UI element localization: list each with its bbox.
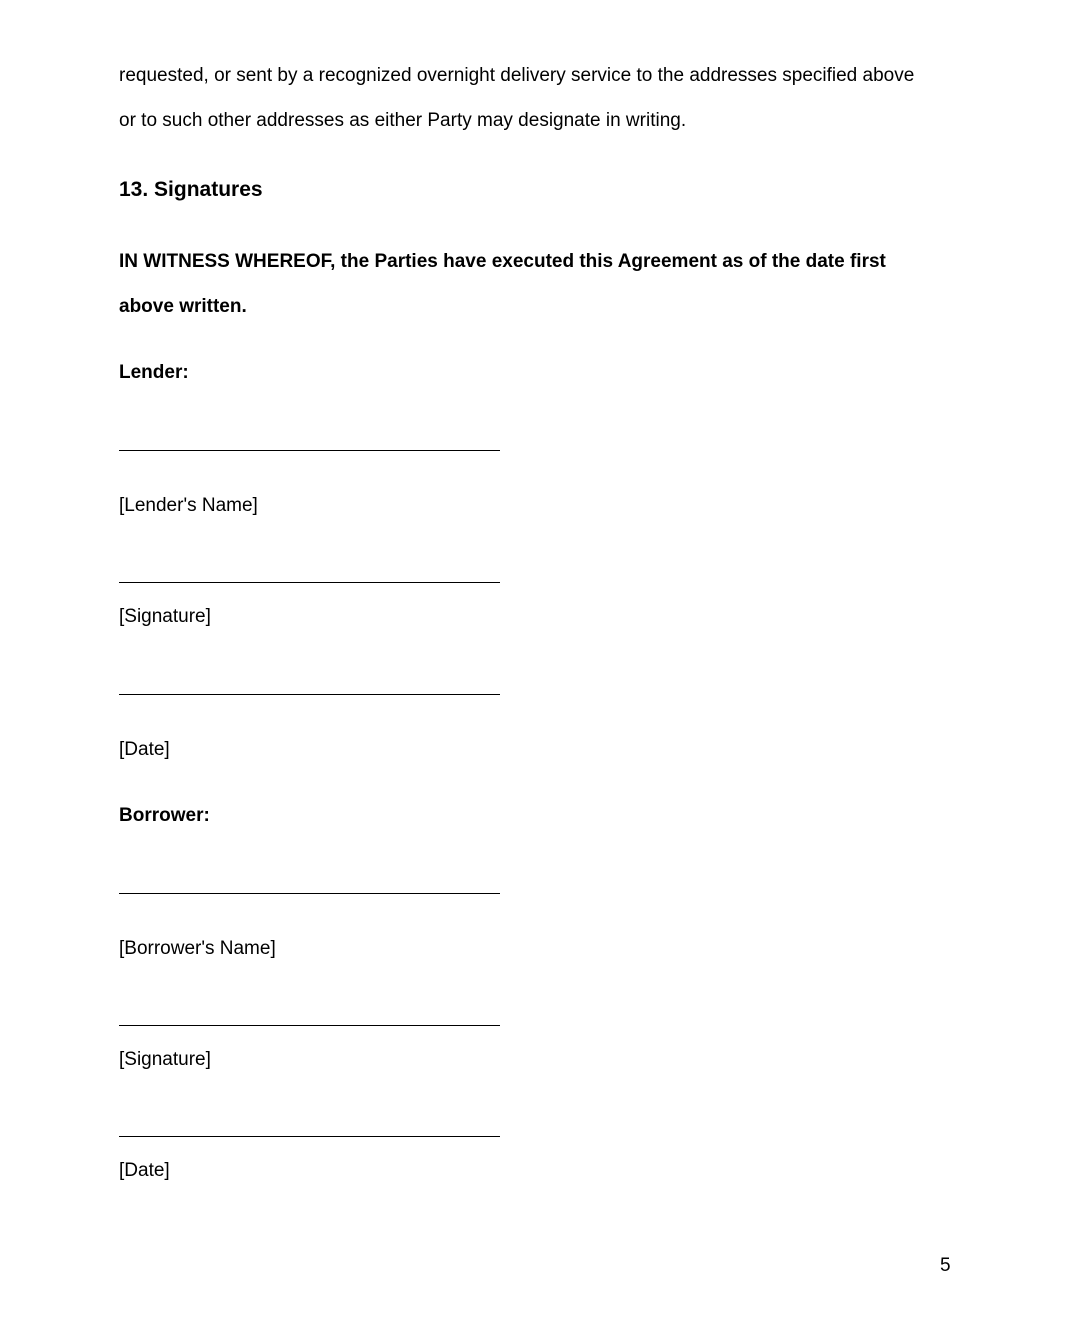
borrower-date-line [119, 1136, 500, 1137]
paragraph-line: or to such other addresses as either Party may designate in writing. [119, 110, 687, 131]
lender-date-placeholder: [Date] [119, 739, 170, 760]
borrower-label: Borrower: [119, 805, 210, 826]
borrower-signature-placeholder: [Signature] [119, 1049, 211, 1070]
borrower-name-placeholder: [Borrower's Name] [119, 938, 276, 959]
borrower-signature-line [119, 1025, 500, 1026]
lender-name-line [119, 450, 500, 451]
paragraph-line: requested, or sent by a recognized overnight delivery service to the addresses specified above [119, 65, 915, 86]
witness-line: IN WITNESS WHEREOF, the Parties have executed this Agreement as of the date first [119, 251, 886, 272]
witness-line: above written. [119, 296, 247, 317]
page-number: 5 [940, 1255, 951, 1276]
borrower-date-placeholder: [Date] [119, 1160, 170, 1181]
lender-label: Lender: [119, 362, 189, 383]
borrower-name-line [119, 893, 500, 894]
lender-name-placeholder: [Lender's Name] [119, 495, 258, 516]
lender-signature-line [119, 582, 500, 583]
section-heading: 13. Signatures [119, 178, 263, 201]
lender-date-line [119, 694, 500, 695]
lender-signature-placeholder: [Signature] [119, 606, 211, 627]
